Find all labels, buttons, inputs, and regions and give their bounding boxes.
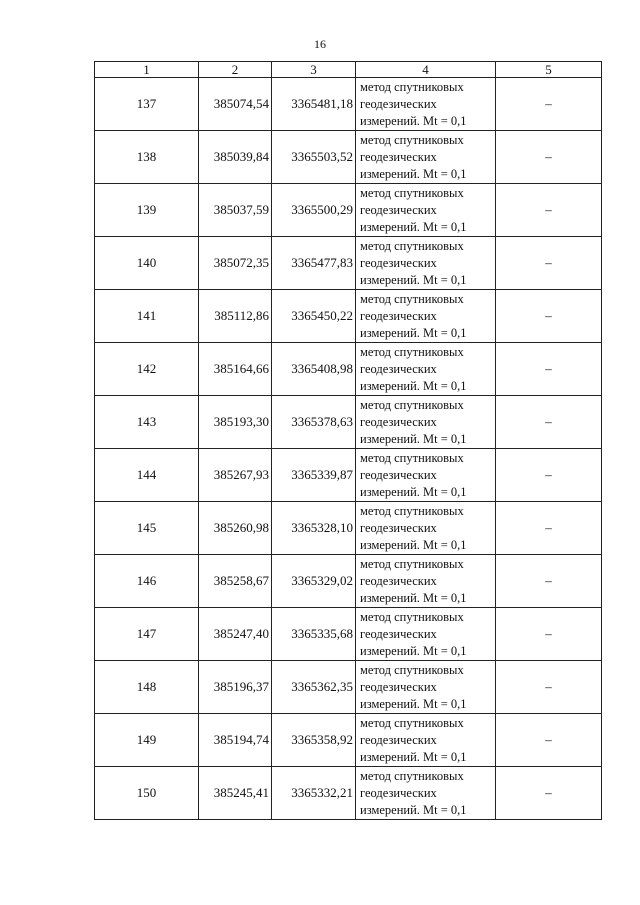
- y-coordinate-cell: 3365332,21: [272, 767, 356, 820]
- note-cell: –: [496, 237, 602, 290]
- y-coordinate-cell: 3365362,35: [272, 661, 356, 714]
- table-row: [95, 502, 602, 555]
- y-coordinate-cell: 3365500,29: [272, 184, 356, 237]
- table-row: [95, 767, 602, 820]
- table-row: [95, 555, 602, 608]
- point-number-cell: 140: [95, 237, 199, 290]
- table-row: [95, 396, 602, 449]
- x-coordinate-cell: 385194,74: [199, 714, 272, 767]
- note-cell: –: [496, 290, 602, 343]
- point-number-cell: 137: [95, 78, 199, 131]
- table-row: [95, 131, 602, 184]
- x-coordinate-cell: 385193,30: [199, 396, 272, 449]
- table-row: [95, 661, 602, 714]
- column-header: 4: [356, 62, 496, 78]
- method-cell: метод спутниковых геодезических измерений. Mt = 0,1: [356, 290, 496, 343]
- x-coordinate-cell: 385245,41: [199, 767, 272, 820]
- method-cell: метод спутниковых геодезических измерений. Mt = 0,1: [356, 714, 496, 767]
- point-number-cell: 149: [95, 714, 199, 767]
- y-coordinate-cell: 3365339,87: [272, 449, 356, 502]
- x-coordinate-cell: 385037,59: [199, 184, 272, 237]
- method-cell: метод спутниковых геодезических измерений. Mt = 0,1: [356, 131, 496, 184]
- x-coordinate-cell: 385112,86: [199, 290, 272, 343]
- table-row: [95, 343, 602, 396]
- method-cell: метод спутниковых геодезических измерений. Mt = 0,1: [356, 608, 496, 661]
- x-coordinate-cell: 385164,66: [199, 343, 272, 396]
- y-coordinate-cell: 3365450,22: [272, 290, 356, 343]
- column-header: 5: [496, 62, 602, 78]
- column-header: 1: [95, 62, 199, 78]
- point-number-cell: 147: [95, 608, 199, 661]
- x-coordinate-cell: 385258,67: [199, 555, 272, 608]
- y-coordinate-cell: 3365477,83: [272, 237, 356, 290]
- point-number-cell: 146: [95, 555, 199, 608]
- note-cell: –: [496, 343, 602, 396]
- page-number: 16: [314, 37, 326, 51]
- point-number-cell: 142: [95, 343, 199, 396]
- y-coordinate-cell: 3365358,92: [272, 714, 356, 767]
- x-coordinate-cell: 385074,54: [199, 78, 272, 131]
- method-cell: метод спутниковых геодезических измерений. Mt = 0,1: [356, 343, 496, 396]
- table-row: [95, 714, 602, 767]
- table-row: [95, 237, 602, 290]
- point-number-cell: 141: [95, 290, 199, 343]
- note-cell: –: [496, 449, 602, 502]
- y-coordinate-cell: 3365503,52: [272, 131, 356, 184]
- note-cell: –: [496, 131, 602, 184]
- table-row: [95, 608, 602, 661]
- y-coordinate-cell: 3365329,02: [272, 555, 356, 608]
- point-number-cell: 138: [95, 131, 199, 184]
- method-cell: метод спутниковых геодезических измерений. Mt = 0,1: [356, 449, 496, 502]
- point-number-cell: 145: [95, 502, 199, 555]
- x-coordinate-cell: 385072,35: [199, 237, 272, 290]
- column-header: 2: [199, 62, 272, 78]
- method-cell: метод спутниковых геодезических измерений. Mt = 0,1: [356, 78, 496, 131]
- y-coordinate-cell: 3365378,63: [272, 396, 356, 449]
- note-cell: –: [496, 767, 602, 820]
- point-number-cell: 144: [95, 449, 199, 502]
- point-number-cell: 143: [95, 396, 199, 449]
- table-row: [95, 290, 602, 343]
- point-number-cell: 150: [95, 767, 199, 820]
- method-cell: метод спутниковых геодезических измерений. Mt = 0,1: [356, 555, 496, 608]
- method-cell: метод спутниковых геодезических измерений. Mt = 0,1: [356, 661, 496, 714]
- point-number-cell: 139: [95, 184, 199, 237]
- note-cell: –: [496, 608, 602, 661]
- table-row: [95, 184, 602, 237]
- coordinates-table: [94, 61, 602, 820]
- method-cell: метод спутниковых геодезических измерений. Mt = 0,1: [356, 396, 496, 449]
- x-coordinate-cell: 385039,84: [199, 131, 272, 184]
- table-row: [95, 78, 602, 131]
- point-number-cell: 148: [95, 661, 199, 714]
- y-coordinate-cell: 3365408,98: [272, 343, 356, 396]
- method-cell: метод спутниковых геодезических измерений. Mt = 0,1: [356, 184, 496, 237]
- column-header: 3: [272, 62, 356, 78]
- note-cell: –: [496, 78, 602, 131]
- y-coordinate-cell: 3365328,10: [272, 502, 356, 555]
- method-cell: метод спутниковых геодезических измерений. Mt = 0,1: [356, 237, 496, 290]
- note-cell: –: [496, 555, 602, 608]
- y-coordinate-cell: 3365335,68: [272, 608, 356, 661]
- method-cell: метод спутниковых геодезических измерений. Mt = 0,1: [356, 502, 496, 555]
- note-cell: –: [496, 502, 602, 555]
- x-coordinate-cell: 385260,98: [199, 502, 272, 555]
- x-coordinate-cell: 385196,37: [199, 661, 272, 714]
- note-cell: –: [496, 184, 602, 237]
- x-coordinate-cell: 385247,40: [199, 608, 272, 661]
- note-cell: –: [496, 661, 602, 714]
- table-body: [95, 78, 602, 820]
- y-coordinate-cell: 3365481,18: [272, 78, 356, 131]
- table-row: [95, 449, 602, 502]
- x-coordinate-cell: 385267,93: [199, 449, 272, 502]
- table-header-row: [95, 62, 602, 78]
- method-cell: метод спутниковых геодезических измерений. Mt = 0,1: [356, 767, 496, 820]
- note-cell: –: [496, 396, 602, 449]
- note-cell: –: [496, 714, 602, 767]
